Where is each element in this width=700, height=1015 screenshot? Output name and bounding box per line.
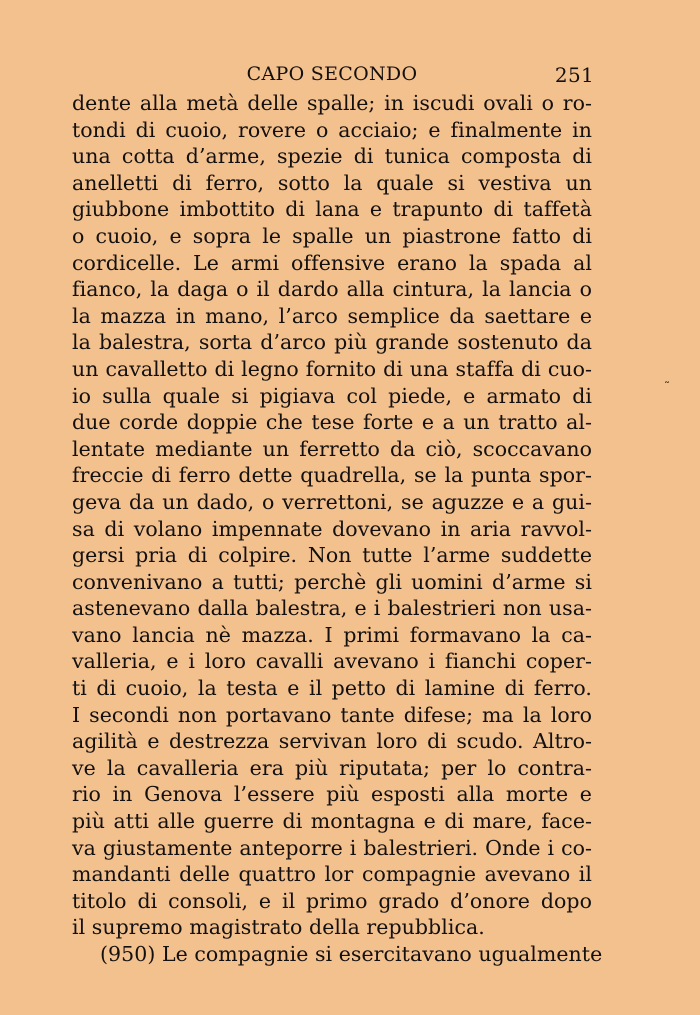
text-line: due corde doppie che tese forte e a un tratto al- — [72, 410, 592, 435]
text-line: lentate mediante un ferretto da ciò, scoccavano — [72, 436, 592, 461]
text-line: più atti alle guerre di montagna e di mare, face- — [72, 809, 592, 834]
text-line: fianco, la daga o il dardo alla cintura, la lancia o — [72, 277, 592, 302]
book-page — [72, 60, 603, 968]
margin-mark: ˜ — [664, 380, 670, 394]
text-line: il supremo magistrato della repubblica. — [72, 915, 485, 940]
body-text — [72, 90, 603, 968]
page-number: 251 — [554, 63, 594, 87]
text-line: titolo di consoli, e il primo grado d’onore dopo — [72, 888, 592, 913]
text-line: geva da un dado, o verrettoni, se aguzze e a gui- — [72, 489, 592, 514]
text-line: anelletti di ferro, sotto la quale si vestiva un — [72, 170, 592, 195]
text-line: sa di volano impennate dovevano in aria ravvol- — [72, 516, 592, 541]
text-line: un cavalletto di legno fornito di una staffa di cuo- — [72, 356, 592, 381]
text-line: convenivano a tutti; perchè gli uomini d’arme si — [72, 569, 592, 594]
chapter-title: CAPO SECONDO — [246, 63, 418, 85]
text-line: mandanti delle quattro lor compagnie avevano il — [72, 862, 592, 887]
text-line: valleria, e i loro cavalli avevano i fianchi coper- — [72, 649, 592, 674]
text-line: giubbone imbottito di lana e trapunto di taffetà — [72, 197, 592, 222]
text-line: agilità e destrezza servivan loro di scudo. Altro- — [72, 729, 592, 754]
text-line: cordicelle. Le armi offensive erano la spada al — [72, 250, 592, 275]
text-line: io sulla quale si pigiava col piede, e armato di — [72, 383, 592, 408]
text-line: vano lancia nè mazza. I primi formavano la ca- — [72, 622, 592, 647]
text-line: gersi pria di colpire. Non tutte l’arme suddette — [72, 543, 592, 568]
text-line: o cuoio, e sopra le spalle un piastrone fatto di — [72, 223, 592, 248]
text-line: ti di cuoio, la testa e il petto di lamine di ferro. — [72, 676, 592, 701]
text-line: la mazza in mano, l’arco semplice da saettare e — [72, 303, 592, 328]
text-line: una cotta d’arme, spezie di tunica composta di — [72, 144, 592, 169]
text-line: rio in Genova l’essere più esposti alla morte e — [72, 782, 592, 807]
text-line: I secondi non portavano tante difese; ma la loro — [72, 702, 592, 727]
text-line: tondi di cuoio, rovere o acciaio; e finalmente in — [72, 117, 592, 142]
text-line: va giustamente anteporre i balestrieri. Onde i co- — [72, 835, 592, 860]
text-line: freccie di ferro dette quadrella, se la punta spor- — [72, 463, 592, 488]
text-line: astenevano dalla balestra, e i balestrieri non usa- — [72, 596, 592, 621]
text-line: la balestra, sorta d’arco più grande sostenuto da — [72, 330, 592, 355]
running-head — [72, 60, 592, 90]
text-line: (950) Le compagnie si esercitavano ugualmente — [100, 942, 603, 966]
text-line: dente alla metà delle spalle; in iscudi ovali o ro- — [72, 91, 592, 115]
text-line: ve la cavalleria era più riputata; per lo contra- — [72, 755, 592, 780]
